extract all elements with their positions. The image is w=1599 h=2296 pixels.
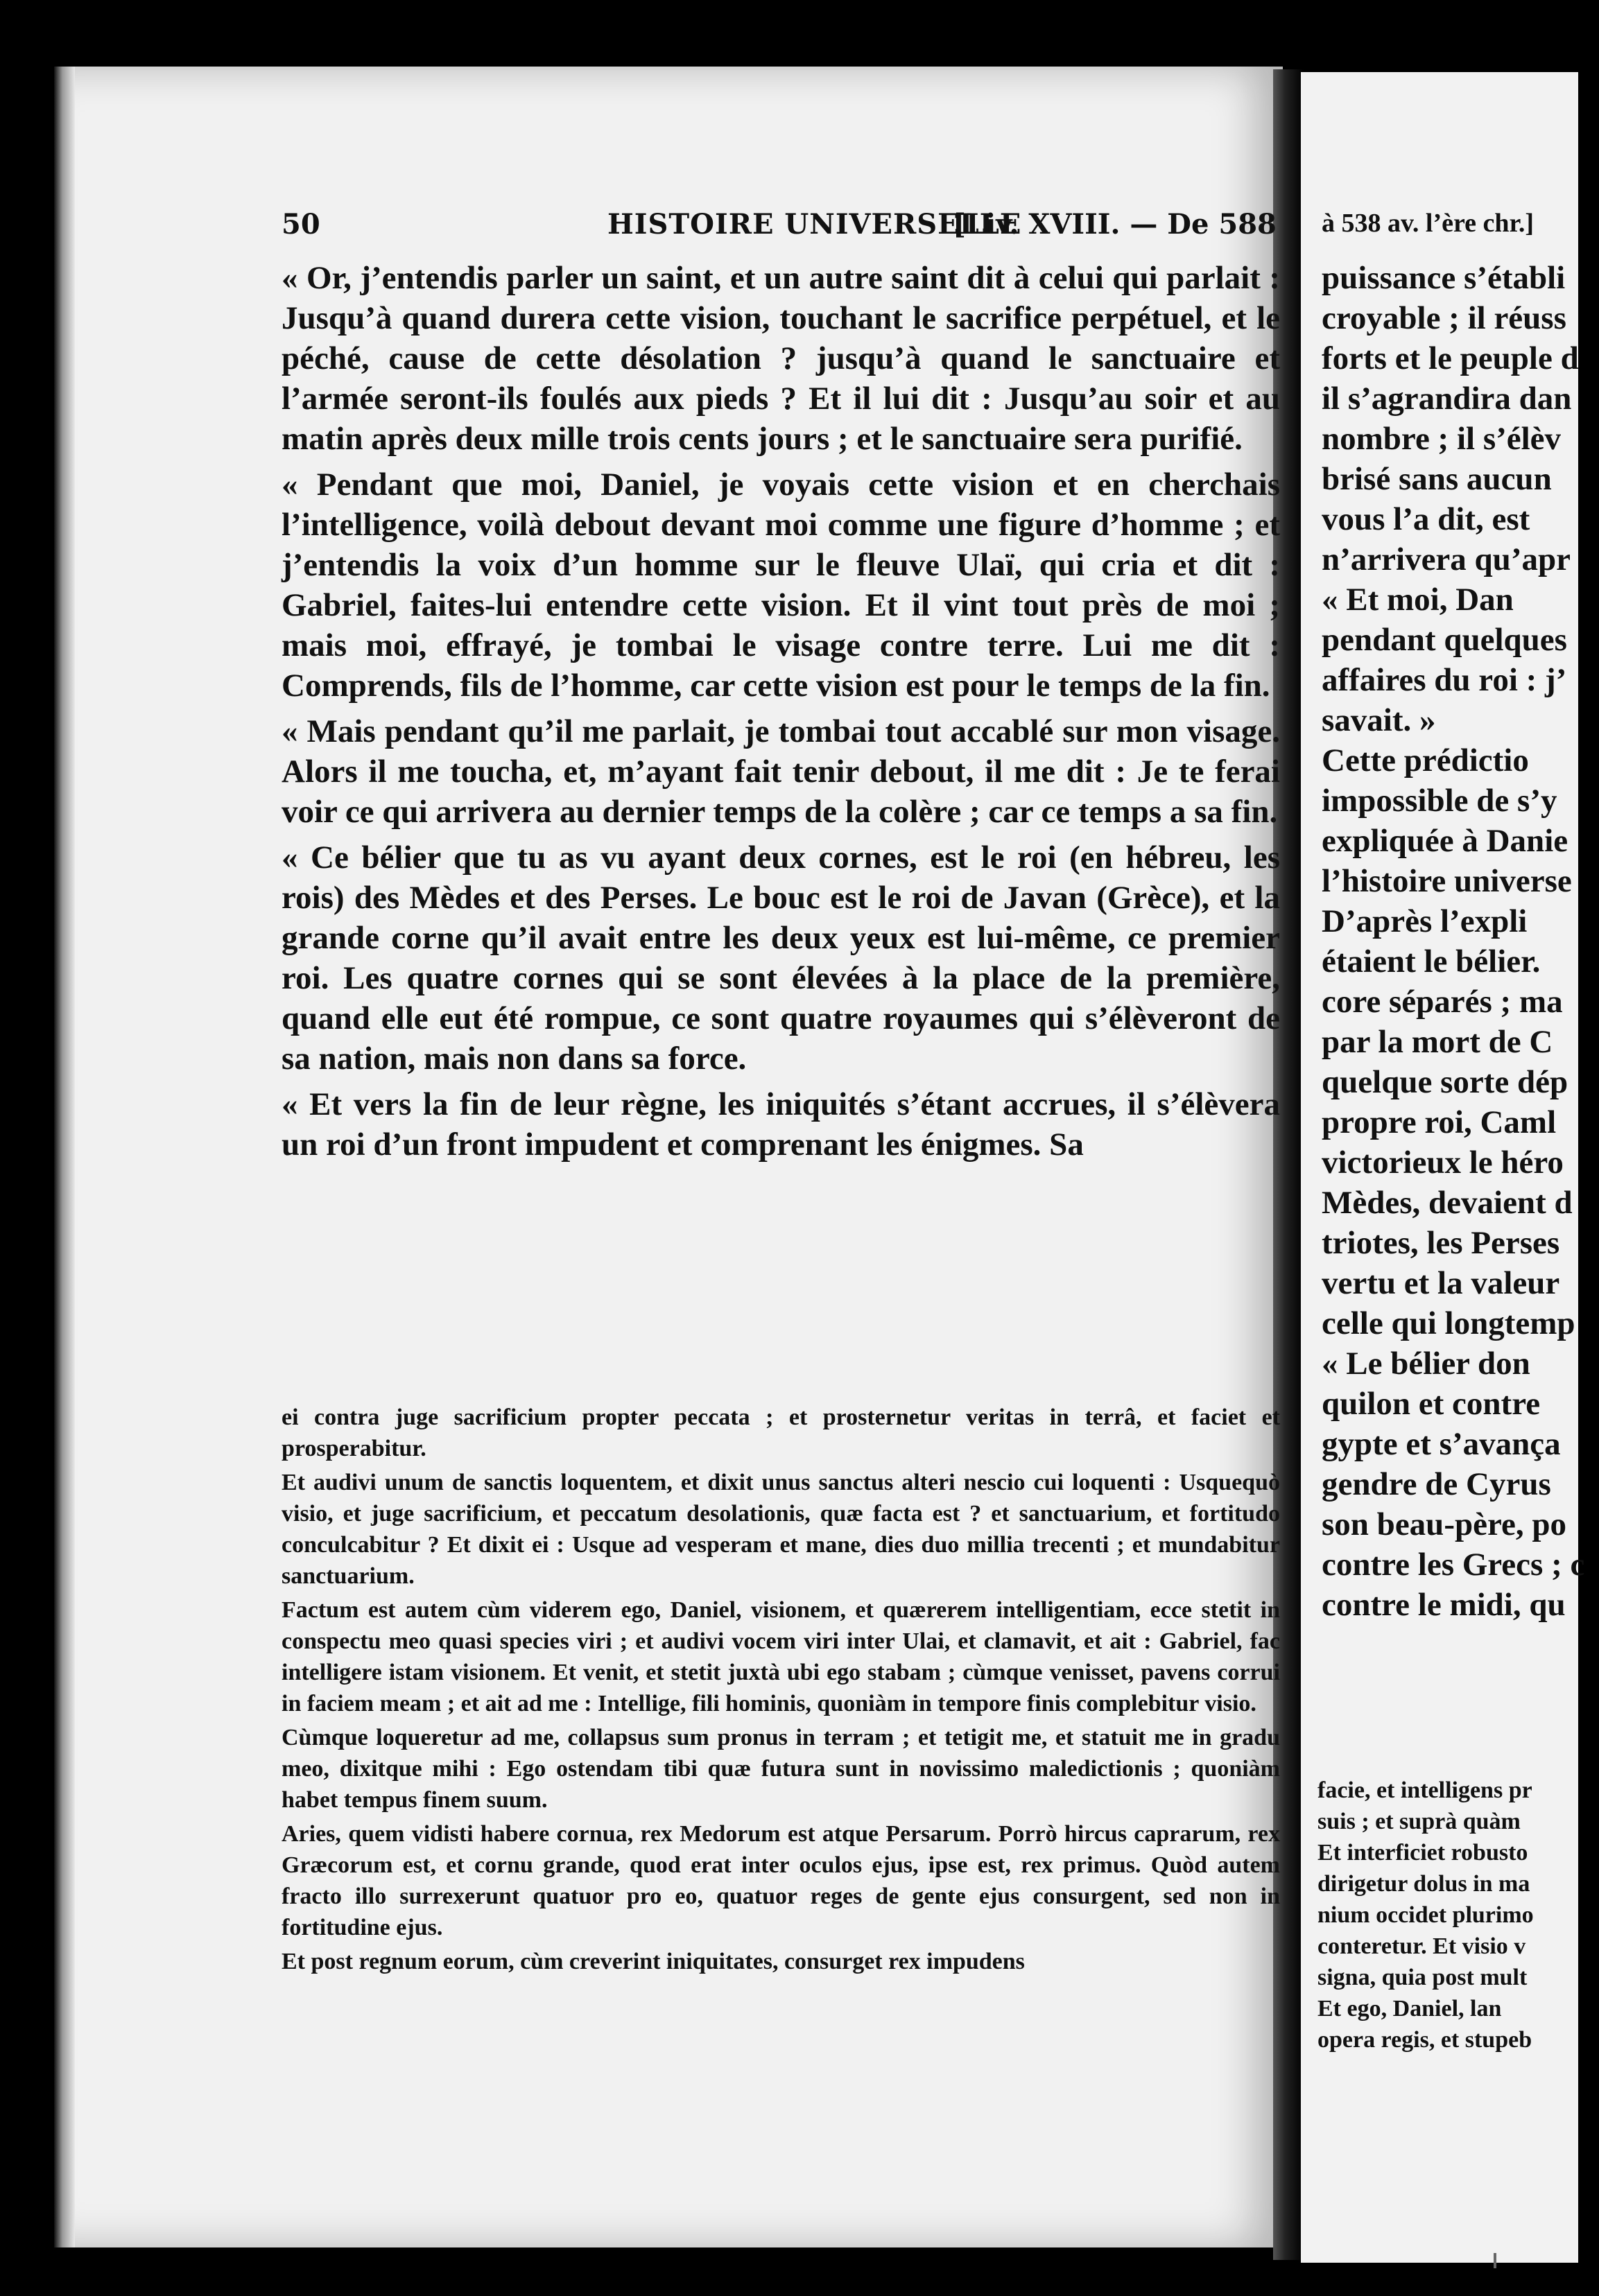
right-footnote-line: nium occidet plurimo xyxy=(1317,1902,1534,1928)
right-text-line: impossible de s’y xyxy=(1322,783,1557,819)
right-text-line: son beau-père, po xyxy=(1322,1506,1566,1542)
right-text-line: contre les Grecs ; c xyxy=(1322,1547,1585,1583)
right-text-line: Mèdes, devaient d xyxy=(1322,1185,1573,1221)
right-text-line: Cette prédictio xyxy=(1322,742,1529,779)
footnote: Et post regnum eorum, cùm creverint iniquitates, consurget rex impudens xyxy=(282,1949,1025,1974)
right-text-line: triotes, les Perses xyxy=(1322,1225,1560,1261)
right-footnote-line: Et ego, Daniel, lan xyxy=(1317,1996,1502,2021)
right-text-line: vertu et la valeur xyxy=(1322,1265,1560,1301)
right-text-line: quelque sorte dép xyxy=(1322,1064,1568,1100)
right-footnote-line: opera regis, et stupeb xyxy=(1317,2027,1532,2053)
right-text-line: « Et moi, Dan xyxy=(1322,582,1514,618)
right-text-line: il s’agrandira dan xyxy=(1322,381,1572,417)
right-text-line: vous l’a dit, est xyxy=(1322,501,1530,537)
right-text-line: n’arrivera qu’apr xyxy=(1322,541,1571,577)
footnote: Cùmque loqueretur ad me, collapsus sum pronus in terram ; et tetigit me, et statuit me in gradu meo, dixitque mihi : Ego ostendam tibi quæ futura sunt in novissimo maledictionis ; quoniàm habet tempus finem suum. xyxy=(282,1725,1280,1813)
right-text-line: forts et le peuple d xyxy=(1322,340,1579,376)
right-main-text xyxy=(1322,258,1599,1623)
footnote: Factum est autem cùm viderem ego, Daniel, visionem, et quærerem intelligentiam, ecce stetit in conspectu meo quasi species viri ; et audivi vocem viri inter Ulai, et clamavit, et ait : Gabriel, fac intelligere istam visionem. Et venit, et stetit juxtà ubi ego stabam ; cùmque venisset, pavens corrui in faciem meam ; et ait ad me : Intellige, fili hominis, quoniàm in tempore finis complebitur visio. xyxy=(282,1597,1280,1716)
running-header xyxy=(282,208,1280,250)
latin-footnotes xyxy=(282,1402,1280,2116)
scan-mark xyxy=(1494,2253,1496,2268)
section-reference: [Liv. XVIII. — De 588 xyxy=(953,208,1277,241)
right-text-line: core séparés ; ma xyxy=(1322,984,1563,1020)
right-text-line: brisé sans aucun xyxy=(1322,461,1552,497)
main-text xyxy=(282,258,1280,1395)
right-text-line: D’après l’expli xyxy=(1322,903,1528,939)
right-footnotes xyxy=(1317,1775,1595,2094)
page-number: 50 xyxy=(282,208,320,241)
right-text-line: nombre ; il s’élèv xyxy=(1322,421,1562,457)
footnote: Aries, quem vidisti habere cornua, rex Medorum est atque Persarum. Porrò hircus caprarum, rex Græcorum est, et cornu grande, quod erat inter oculos ejus, ipse est, rex primus. Quòd autem fracto illo surrexerunt quatuor pro eo, quatuor reges de gente ejus consurgent, sed non in fortitudine ejus. xyxy=(282,1821,1280,1940)
footnote: Et audivi unum de sanctis loquentem, et dixit unus sanctus alteri nescio cui loquenti : Usquequò visio, et juge sacrificium, et peccatum desolationis, quæ facta est ? et sanctuarium, et fortitudo conculcabitur ? Et dixit ei : Usque ad vesperam et mane, dies duo millia trecenti ; et mundabitur sanctuarium. xyxy=(282,1470,1280,1589)
right-text-line: étaient le bélier. xyxy=(1322,943,1541,980)
right-text-line: « Le bélier don xyxy=(1322,1346,1530,1382)
paragraph: « Pendant que moi, Daniel, je voyais cette vision et en cherchais l’intelligence, voilà debout devant moi comme une figure d’homme ; et j’entendis la voix d’un homme sur le fleuve Ulaï, qui cria et dit : Gabriel, faites-lui entendre cette vision. Et il vint tout près de moi ; mais moi, effrayé, je tombai le visage contre terre. Lui me dit : Comprends, fils de l’homme, car cette vision est pour le temps de la fin. xyxy=(282,467,1280,704)
running-title: HISTOIRE UNIVERSELLE xyxy=(607,208,1022,241)
right-text-line: propre roi, Caml xyxy=(1322,1104,1557,1140)
paragraph: « Et vers la fin de leur règne, les iniquités s’étant accrues, il s’élèvera un roi d’un front impudent et comprenant les énigmes. Sa xyxy=(282,1086,1280,1163)
paragraph: « Or, j’entendis parler un saint, et un autre saint dit à celui qui parlait : Jusqu’à quand durera cette vision, touchant le sacrifice perpétuel, et le péché, cause de cette désolation ? jusqu’à quand le sanctuaire et l’armée seront-ils foulés aux pieds ? Et il lui dit : Jusqu’au soir et au matin après deux mille trois cents jours ; et le sanctuaire sera purifié. xyxy=(282,260,1280,457)
right-text-line: gendre de Cyrus xyxy=(1322,1466,1551,1502)
right-text-line: celle qui longtemp xyxy=(1322,1305,1575,1341)
right-text-line: puissance s’établi xyxy=(1322,260,1566,296)
right-text-line: quilon et contre xyxy=(1322,1386,1541,1422)
right-text-line: croyable ; il réuss xyxy=(1322,300,1566,336)
right-text-line: gypte et s’avança xyxy=(1322,1426,1561,1462)
page-edge xyxy=(54,67,75,2247)
right-footnote-line: faciе, et intelligens pr xyxy=(1317,1777,1532,1803)
right-text-line: l’histoire universe xyxy=(1322,863,1572,899)
right-text-line: par la mort de C xyxy=(1322,1024,1553,1060)
right-text-line: expliquée à Danie xyxy=(1322,823,1568,859)
paragraph: « Ce bélier que tu as vu ayant deux cornes, est le roi (en hébreu, les rois) des Mèdes et des Perses. Le bouc est le roi de Javan (Grèce), et la grande corne qu’il avait entre les deux yeux est lui-même, ce premier roi. Les quatre cornes qui se sont élevées à la place de la première, quand elle eut été rompue, ce sont quatre royaumes qui s’élèveront de sa nation, mais non dans sa force. xyxy=(282,840,1280,1077)
right-footnote-line: signa, quia post mult xyxy=(1317,1965,1528,1990)
right-text-line: victorieux le héro xyxy=(1322,1145,1564,1181)
right-text-line: pendant quelques xyxy=(1322,622,1567,658)
paragraph: « Mais pendant qu’il me parlait, je tombai tout accablé sur mon visage. Alors il me toucha, et, m’ayant fait tenir debout, il me dit : Je te ferai voir ce qui arrivera au dernier temps de la colère ; car ce temps a sa fin. xyxy=(282,713,1280,830)
right-footnote-line: Et interficiet robusto xyxy=(1317,1840,1528,1866)
right-footnote-line: suis ; et suprà quàm xyxy=(1317,1809,1521,1834)
right-footnote-line: dirigetur dolus in ma xyxy=(1317,1871,1530,1897)
right-text-line: affaires du roi : j’ xyxy=(1322,662,1567,698)
right-text-line: savait. » xyxy=(1322,702,1436,738)
right-running-header: à 538 av. l’ère chr.] xyxy=(1322,209,1535,238)
right-text-line: contre le midi, qu xyxy=(1322,1587,1566,1623)
right-footnote-line: conteretur. Et visio v xyxy=(1317,1933,1526,1959)
footnote: ei contra juge sacrificium propter peccata ; et prosternetur veritas in terrâ, et faciet et prosperabitur. xyxy=(282,1404,1280,1461)
